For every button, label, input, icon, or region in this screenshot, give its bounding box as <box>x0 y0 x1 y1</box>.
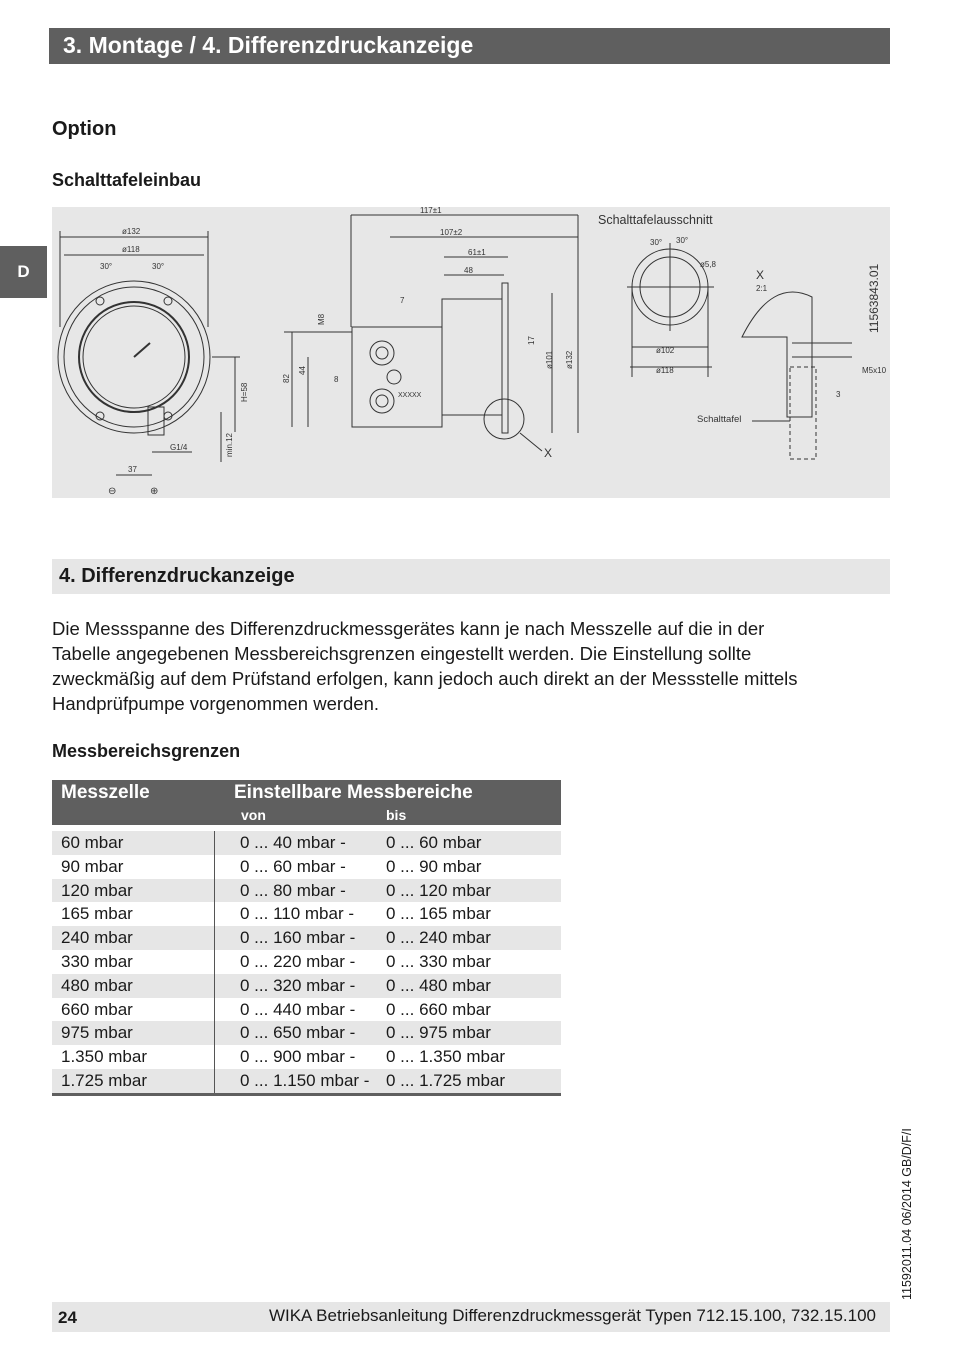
cell-bis: 0 ... 1.725 mbar <box>386 1070 506 1090</box>
dim-d102: ø102 <box>656 346 675 355</box>
cell-von: 0 ... 60 mbar - <box>240 856 346 876</box>
body-paragraph <box>52 616 890 716</box>
dim-82: 82 <box>282 374 291 383</box>
cell-bis: 0 ... 120 mbar <box>386 880 491 900</box>
dim-g14: G1/4 <box>170 443 188 452</box>
document-code: 11592011.04 06/2014 GB/D/F/I <box>900 1128 914 1300</box>
cell-bis: 0 ... 330 mbar <box>386 951 491 971</box>
cell-von: 0 ... 650 mbar - <box>240 1023 356 1043</box>
dim-m5: M5x10 <box>862 366 887 375</box>
dim-d118: ø118 <box>122 245 140 254</box>
dim-d58: ø5,8 <box>700 260 717 269</box>
cell-messzelle: 660 mbar <box>61 999 133 1019</box>
measuring-range-table <box>52 780 561 1096</box>
dim-117: 117±1 <box>420 207 442 215</box>
footer-text: WIKA Betriebsanleitung Differenzdruckmessgerät Typen 712.15.100, 732.15.100 <box>268 1306 876 1325</box>
cell-messzelle: 1.725 mbar <box>61 1070 147 1090</box>
cell-messzelle: 90 mbar <box>61 856 124 876</box>
cell-messzelle: 480 mbar <box>61 975 133 995</box>
table-body <box>52 831 561 1093</box>
table-row <box>52 1045 561 1069</box>
technical-drawing <box>52 207 890 498</box>
table-row <box>52 1021 561 1045</box>
cell-bis: 0 ... 975 mbar <box>386 1023 491 1043</box>
subheader-von: von <box>241 807 266 823</box>
cell-messzelle: 975 mbar <box>61 1023 133 1043</box>
cell-von: 0 ... 160 mbar - <box>240 928 356 948</box>
subheader-bis: bis <box>386 807 407 823</box>
dim-angle-right: 30° <box>152 262 165 271</box>
panel-label: Schalttafel <box>697 414 742 425</box>
cell-bis: 0 ... 240 mbar <box>386 928 491 948</box>
dim-17: 17 <box>527 336 536 345</box>
table-row <box>52 879 561 903</box>
cell-messzelle: 330 mbar <box>61 951 133 971</box>
column-divider <box>214 831 215 1093</box>
cutout-label: Schalttafelausschnitt <box>598 213 713 227</box>
table-row <box>52 950 561 974</box>
dim-7: 7 <box>400 296 405 305</box>
table-row <box>52 974 561 998</box>
dim-3: 3 <box>836 390 841 399</box>
column-header-ranges: Einstellbare Messbereiche <box>234 782 473 803</box>
dim-d101: ø101 <box>545 350 554 369</box>
paragraph-line: Tabelle angegebenen Messbereichsgrenzen eingestellt werden. Die Einstellung sollte <box>52 643 752 664</box>
table-heading: Messbereichsgrenzen <box>52 741 241 761</box>
table-row <box>52 831 561 855</box>
cell-von: 0 ... 80 mbar - <box>240 880 346 900</box>
dim-min12: min.12 <box>225 432 234 457</box>
cell-von: 0 ... 440 mbar - <box>240 999 356 1019</box>
plus-symbol: ⊕ <box>150 486 159 497</box>
dim-61: 61±1 <box>468 248 486 257</box>
cutout-angle-left: 30° <box>650 238 663 247</box>
dim-107: 107±2 <box>440 228 463 237</box>
technical-drawing-svg <box>52 207 890 498</box>
cell-von: 0 ... 320 mbar - <box>240 975 356 995</box>
cell-bis: 0 ... 480 mbar <box>386 975 491 995</box>
option-heading: Option <box>52 118 117 140</box>
detail-x-marker: X <box>544 446 553 460</box>
drawing-number: 11563843.01 <box>867 263 881 333</box>
table-row <box>52 902 561 926</box>
table-header <box>52 780 561 825</box>
cell-bis: 0 ... 165 mbar <box>386 904 491 924</box>
dim-8: 8 <box>334 375 339 384</box>
cutout-angle-right: 30° <box>676 236 689 245</box>
cell-bis: 0 ... 1.350 mbar <box>386 1047 506 1067</box>
dim-m8: M8 <box>317 313 326 325</box>
device-label-xxx: XXXXX <box>398 392 422 399</box>
page-footer <box>52 1302 890 1332</box>
language-tab[interactable]: D <box>0 246 47 298</box>
cell-bis: 0 ... 60 mbar <box>386 833 482 852</box>
cell-messzelle: 120 mbar <box>61 880 133 900</box>
cell-von: 0 ... 1.150 mbar - <box>240 1070 370 1090</box>
dim-d132: ø132 <box>122 227 141 236</box>
cell-messzelle: 165 mbar <box>61 904 133 924</box>
page-header-bar <box>49 28 890 64</box>
detail-x-title: X <box>756 268 765 282</box>
cell-von: 0 ... 40 mbar - <box>240 833 346 852</box>
paragraph-line: Die Messspanne des Differenzdruckmessgerätes kann je nach Messzelle auf die in der <box>52 618 765 639</box>
cell-messzelle: 1.350 mbar <box>61 1047 147 1067</box>
dim-37: 37 <box>128 465 137 474</box>
cell-von: 0 ... 220 mbar - <box>240 951 356 971</box>
table-row <box>52 1069 561 1093</box>
table-row <box>52 998 561 1022</box>
table-row <box>52 855 561 879</box>
panel-mounting-heading: Schalttafeleinbau <box>52 170 202 190</box>
paragraph-line: zweckmäßig auf dem Prüfstand erfolgen, kann jedoch auch direkt an der Messstelle mittels <box>52 668 798 689</box>
cell-bis: 0 ... 90 mbar <box>386 856 482 876</box>
page-number: 24 <box>58 1308 77 1327</box>
dim-48: 48 <box>464 266 473 275</box>
page-header-title: 3. Montage / 4. Differenzdruckanzeige <box>63 32 474 58</box>
cell-von: 0 ... 900 mbar - <box>240 1047 356 1067</box>
dim-d132-side: ø132 <box>565 350 574 369</box>
cell-bis: 0 ... 660 mbar <box>386 999 491 1019</box>
detail-scale: 2:1 <box>756 284 768 293</box>
dim-44: 44 <box>298 366 307 375</box>
dim-d118-cutout: ø118 <box>656 366 674 375</box>
section-title: 4. Differenzdruckanzeige <box>59 565 295 587</box>
cell-von: 0 ... 110 mbar - <box>240 904 355 924</box>
dim-h58: H=58 <box>240 382 249 402</box>
column-header-messzelle: Messzelle <box>61 782 150 803</box>
cell-messzelle: 240 mbar <box>61 928 133 948</box>
paragraph-line: Handprüfpumpe vorgenommen werden. <box>52 693 380 714</box>
minus-symbol: ⊖ <box>108 486 117 497</box>
table-bottom-rule <box>52 1093 561 1096</box>
table-row <box>52 926 561 950</box>
cell-messzelle: 60 mbar <box>61 833 124 852</box>
section-heading-bar <box>52 559 890 594</box>
dim-angle-left: 30° <box>100 262 113 271</box>
